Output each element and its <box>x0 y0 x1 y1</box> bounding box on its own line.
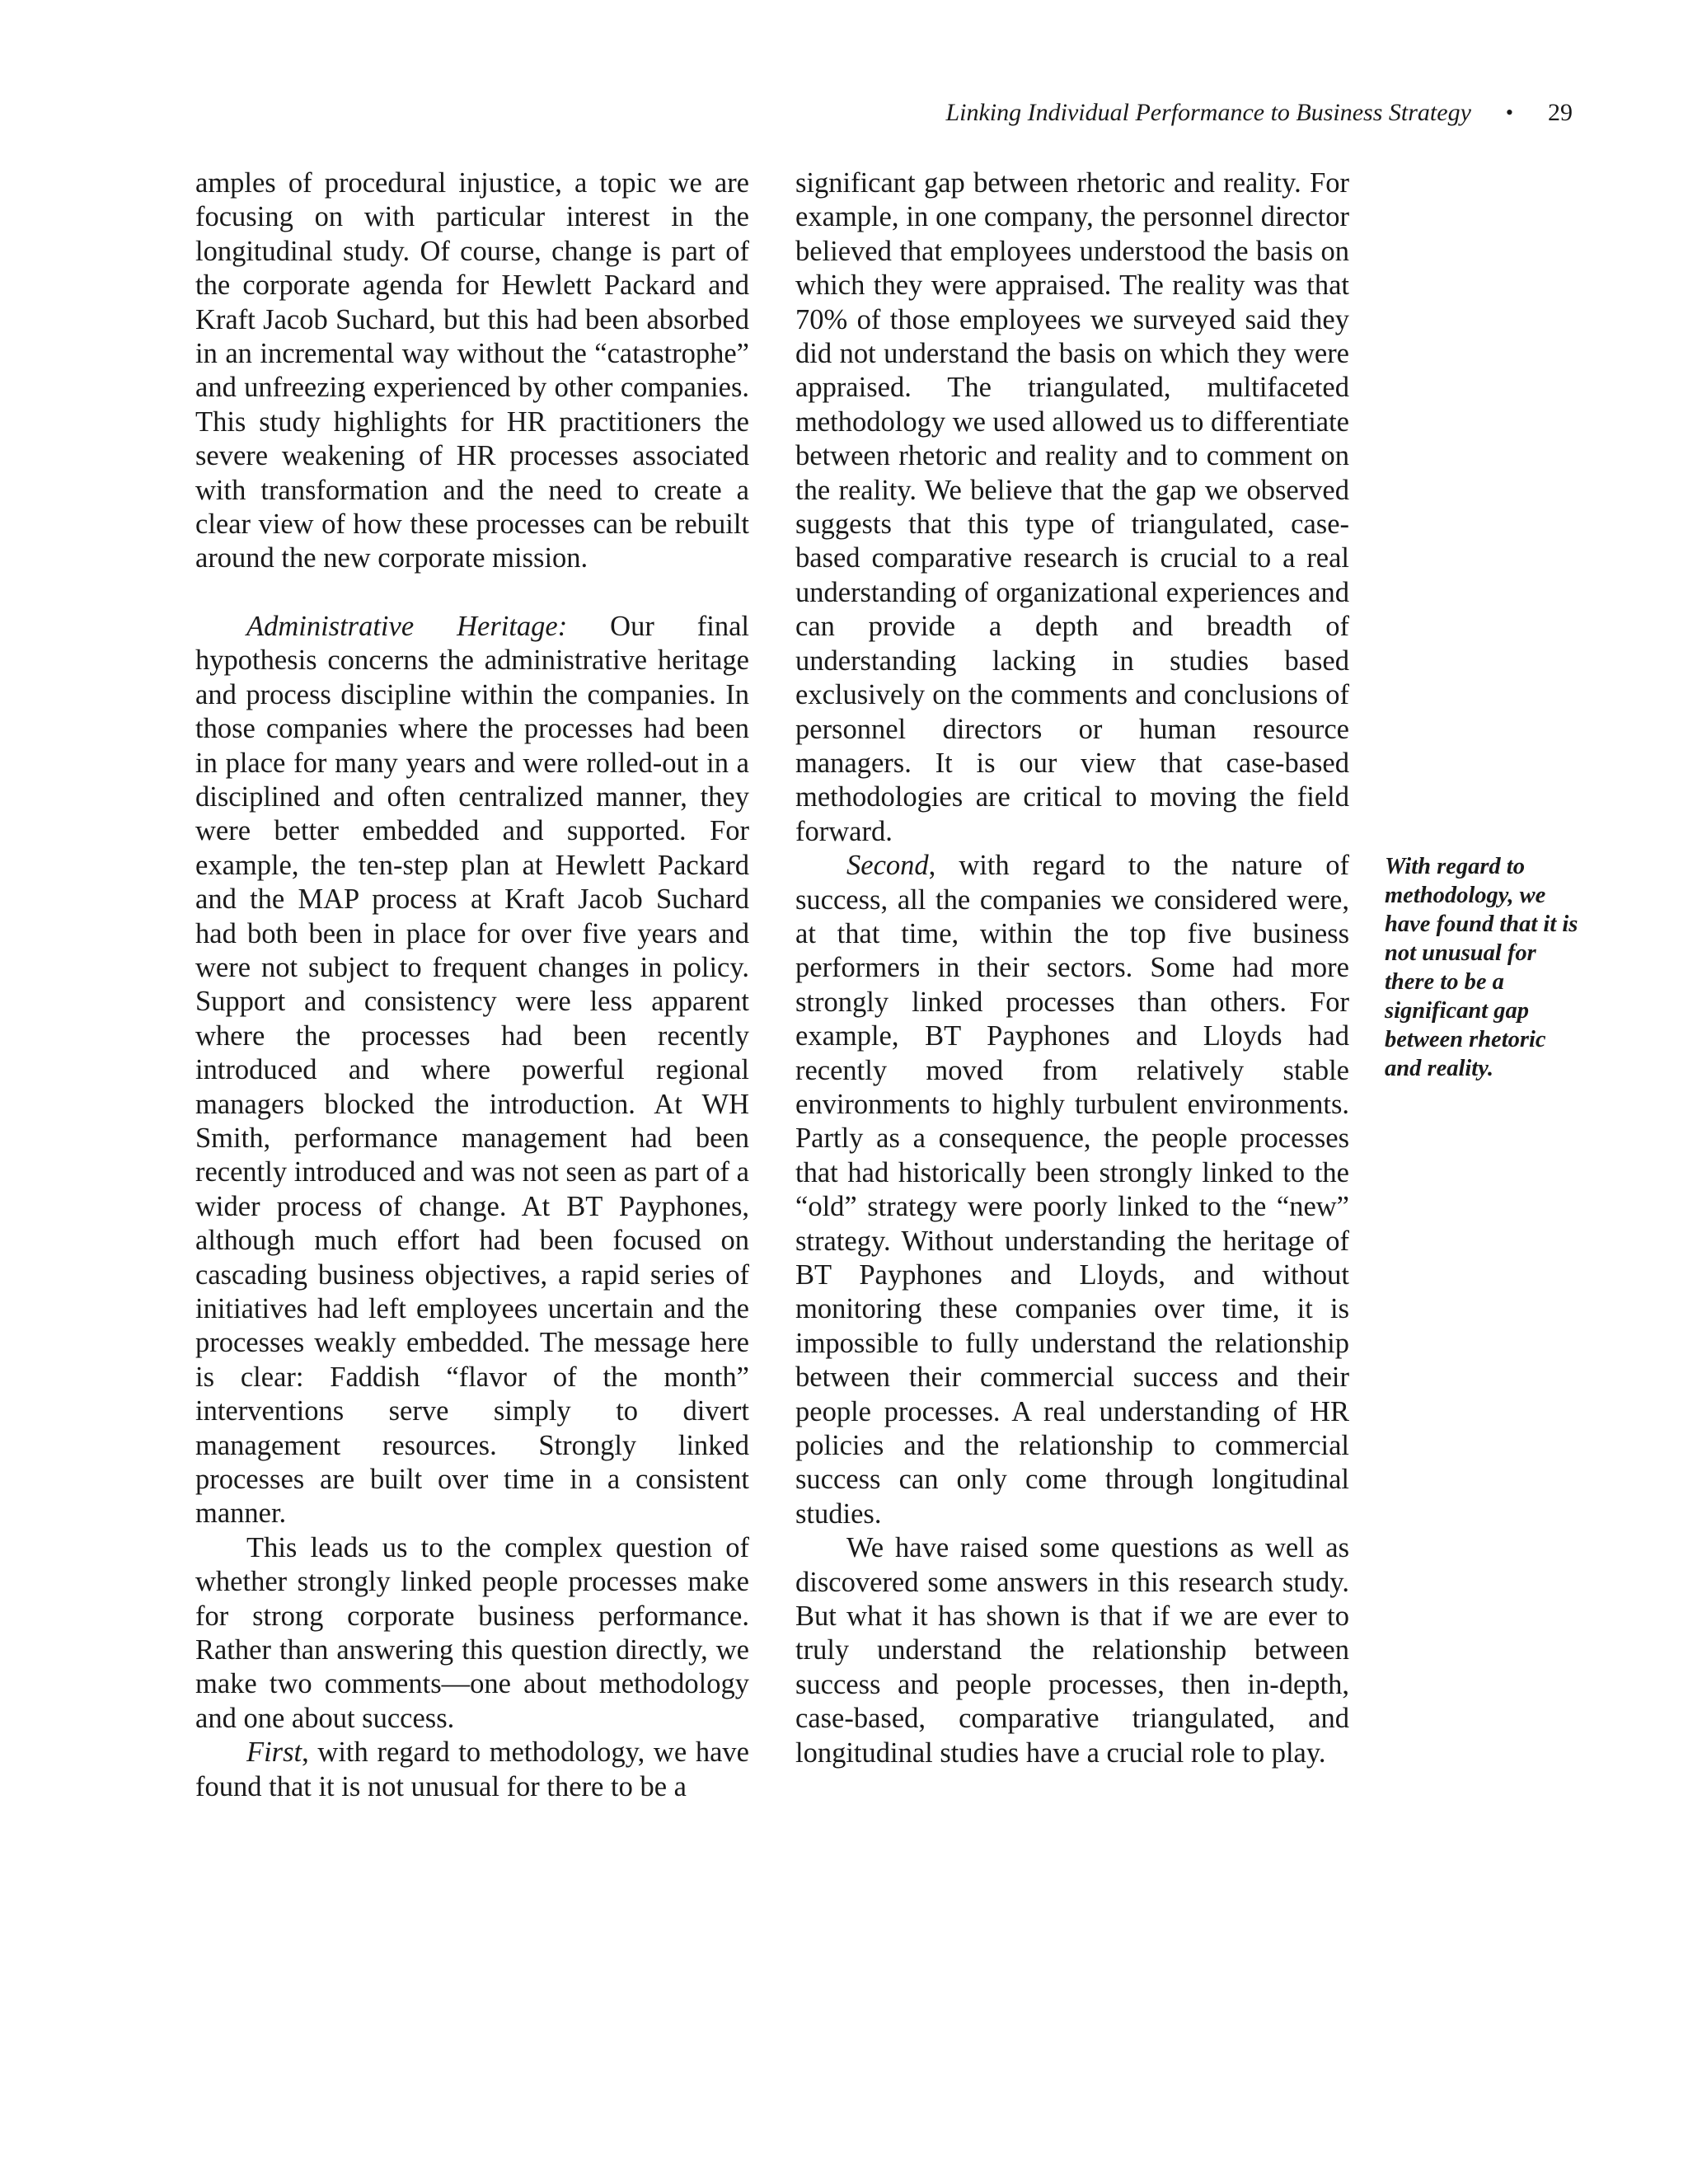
second-label: Second <box>846 850 929 882</box>
paragraph-administrative-heritage <box>195 610 749 1531</box>
second-text: , with regard to the nature of success, all the companies we considered were, at that time, within the top five business performers in their sectors. Some had more strongly linked processes than others. For example, BT Payphones and Lloyds had recently moved from relatively stable environments to highly turbulent environments. Partly as a consequence, the people processes that had historically been strongly linked to the “old” strategy were poorly linked to the “new” strategy. Without understanding the heritage of BT Payphones and Lloyds, and without monitoring these companies over time, it is impossible to fully understand the relationship between their commercial success and their people processes. A real understanding of HR policies and the relationship to commercial success can only come through longitudinal studies. <box>795 850 1349 1530</box>
left-column <box>195 166 749 1804</box>
right-column <box>795 166 1349 1770</box>
header-bullet: • <box>1505 101 1513 124</box>
page-number: 29 <box>1548 99 1573 126</box>
running-title: Linking Individual Performance to Business Strategy <box>945 99 1471 126</box>
running-header <box>945 99 1573 127</box>
paragraph-rhetoric-reality: significant gap between rhetoric and reality. For example, in one company, the personnel director believed that employees understood the basis on which they were appraised. The reality was that 70% of those employees we surveyed said they did not understand the basis on which they were appraised. The triangulated, multifaceted methodology we used allowed us to differentiate between rhetoric and reality and to comment on the reality. We believe that the gap we observed suggests that this type of triangulated, case-based comparative research is crucial to a real understanding of organizational experiences and can provide a depth and breadth of understanding lacking in studies based exclusively on the comments and conclusions of personnel directors or human resource managers. It is our view that case-based methodologies are critical to moving the field forward. <box>795 167 1349 847</box>
paragraph-first-methodology <box>195 1736 749 1804</box>
first-label: First <box>246 1736 302 1769</box>
paragraph-complex-question: This leads us to the complex question of whether strongly linked people processes make for strong corporate business performance. Rather than answering this question directly, we make two comments—one about methodology and one about success. <box>195 1531 749 1734</box>
margin-pull-quote: With regard to methodology, we have found that it is not unusual for there to be a significant gap between rhetoric and reality. <box>1385 854 1578 1081</box>
paragraph-procedural-injustice: amples of procedural injustice, a topic we are focusing on with particular interest in the longitudinal study. Of course, change is part of the corporate agenda for Hewlett Packard and Kraft Jacob Suchard, but this had been absorbed in an incremental way without the “catastrophe” and unfreezing experienced by other companies. This study highlights for HR practitioners the severe weakening of HR processes associated with transformation and the need to create a clear view of how these processes can be rebuilt around the new corporate mission. <box>195 167 749 574</box>
paragraph-second-success <box>795 849 1349 1531</box>
paragraph-conclusion: We have raised some questions as well as discovered some answers in this research study. But what it has shown is that if we are ever to truly understand the relationship between success and people processes, then in-depth, case-based, comparative triangulated, and longitudinal studies have a crucial role to play. <box>795 1532 1349 1769</box>
first-text: , with regard to methodology, we have found that it is not unusual for there to be a <box>195 1736 749 1802</box>
administrative-heritage-label: Administrative Heritage: <box>246 610 568 642</box>
administrative-heritage-text: Our final hypothesis concerns the administrative heritage and process discipline within the companies. In those companies where the processes had been in place for many years and were rolled-out in a disciplined and often centralized manner, they were better embedded and supported. For example, the ten-step plan at Hewlett Packard and the MAP process at Kraft Jacob Suchard had both been in place for over five years and were not subject to frequent changes in policy. Support and consistency were less apparent where the processes had been recently introduced and where powerful regional managers blocked the introduction. At WH Smith, performance management had been recently introduced and was not seen as part of a wider process of change. At BT Payphones, although much effort had been focused on cascading business objectives, a rapid series of initiatives had left employees uncertain and the processes weakly embedded. The message here is clear: Faddish “flavor of the month” interventions serve simply to divert management resources. Strongly linked processes are built over time in a consistent manner. <box>195 610 749 1530</box>
